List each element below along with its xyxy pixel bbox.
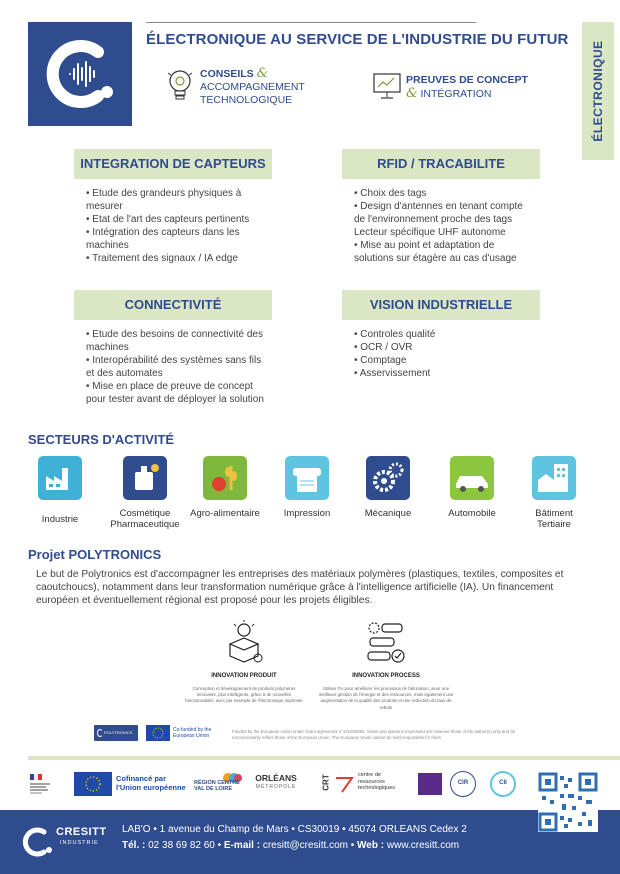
sector-label: Cosmétique <box>119 508 171 519</box>
feature-conseils-line3: TECHNOLOGIQUE <box>200 94 293 106</box>
list-item: • Interopérabilité des systèmes sans fils <box>86 355 262 366</box>
sector-batiment <box>518 456 590 530</box>
section-connectivite-list <box>86 328 264 406</box>
footer-brand: CRESITT <box>56 826 107 838</box>
crt-mark-icon <box>334 774 356 794</box>
wheat-icon <box>203 456 247 500</box>
list-item: • Asservissement <box>354 368 431 379</box>
sector-cosmetique <box>105 456 185 530</box>
list-item: • Etude des besoins de connectivité des <box>86 329 263 340</box>
list-item: machines <box>86 240 129 251</box>
side-tab <box>582 22 614 160</box>
innovation-process-title: INNOVATION PROCESS <box>352 673 420 679</box>
section-rfid-list <box>354 187 523 265</box>
feature-preuves-line2: INTÉGRATION <box>420 88 492 100</box>
innovation-produit-title: INNOVATION PRODUIT <box>211 673 277 679</box>
section-rfid-title: RFID / TRACABILITE <box>342 149 540 179</box>
feature-conseils <box>166 67 326 107</box>
box-idea-icon <box>224 620 264 664</box>
section-connectivite-title: CONNECTIVITÉ <box>74 290 272 320</box>
feature-preuves <box>372 70 542 106</box>
divider <box>28 756 620 760</box>
section-capteurs-title: INTEGRATION DE CAPTEURS <box>74 149 272 179</box>
afaq-logo <box>418 773 442 795</box>
list-item: pour tester avant de déployer la solution <box>86 394 264 405</box>
cosmetic-icon <box>123 456 167 500</box>
footer-contact <box>122 840 459 851</box>
list-item: de l'environnement proche des tags <box>354 214 513 225</box>
list-item: • OCR / OVR <box>354 342 413 353</box>
sectors-title: SECTEURS D'ACTIVITÉ <box>28 432 175 447</box>
footer-address: LAB'O • 1 avenue du Champ de Mars • CS30019 • 45074 ORLEANS Cedex 2 <box>122 824 467 835</box>
eu-disclaimer: Funded by the European Union under Grant agreement n°101083083. Views and opinions expressed are however those of the author(s) only and do not necessarily reflect those of the European Union. The European Union cannot be held responsible for them <box>232 729 516 740</box>
sector-label: Impression <box>283 508 331 519</box>
list-item: • Mise au point et adaptation de <box>354 240 495 251</box>
list-item: Lecteur spécifique UHF autonome <box>354 227 506 238</box>
list-item: • Design d'antennes en tenant compte <box>354 201 523 212</box>
eu-cofunded-label: Co-funded by the European Union <box>173 727 212 739</box>
sector-label: Industrie <box>41 514 79 525</box>
process-flow-icon <box>364 620 408 664</box>
cir-logo: CIR <box>450 771 476 797</box>
factory-icon <box>38 456 82 500</box>
orleans-logo: ORLÉANS MÉTROPOLE <box>255 773 297 790</box>
list-item: • Choix des tags <box>354 188 427 199</box>
feature-conseils-line1: CONSEILS <box>200 68 254 80</box>
list-item: • Intégration des capteurs dans les <box>86 227 240 238</box>
eu-flag-icon <box>146 725 170 741</box>
section-capteurs-list <box>86 187 249 265</box>
sector-label: Automobile <box>448 508 496 519</box>
feature-preuves-line1: PREUVES DE CONCEPT <box>406 74 528 86</box>
printer-icon <box>285 456 329 500</box>
list-item: • Comptage <box>354 355 407 366</box>
side-tab-label: ÉLECTRONIQUE <box>591 40 605 142</box>
project-title: Projet POLYTRONICS <box>28 547 162 562</box>
feature-preuves-text <box>406 74 528 101</box>
feature-conseils-line2: ACCOMPAGNEMENT <box>200 81 305 93</box>
crt-logo: CRT <box>321 774 331 791</box>
tel-label: Tél. : <box>122 840 146 851</box>
email-label: E-mail : <box>223 840 261 851</box>
sector-label: Agro-alimentaire <box>190 508 260 519</box>
top-rule <box>146 22 476 23</box>
innovation-process-desc: Utiliser l'IA pour améliorer les processus de fabrication, avoir une meilleure gestion de l'énergie et des ressources, mais également une augmentation de la qualité des produits et une réduction du taux de rebuts <box>318 686 454 710</box>
sector-label: Bâtiment <box>535 508 573 519</box>
innovation-produit <box>184 620 304 705</box>
list-item: mesurer <box>86 201 123 212</box>
email-value[interactable]: cresitt@cresitt.com • <box>260 840 358 851</box>
gears-icon <box>366 456 410 500</box>
republique-logo <box>28 772 58 798</box>
sector-label-2: Pharmaceutique <box>110 519 180 530</box>
lightbulb-gear-icon <box>166 67 194 105</box>
sector-industrie <box>24 456 96 525</box>
polytronics-logo: POLYTRONICS <box>94 725 138 741</box>
crt-text: centre de ressources technologiques <box>358 772 396 791</box>
section-vision-title: VISION INDUSTRIELLE <box>342 290 540 320</box>
sector-agro <box>184 456 266 519</box>
list-item: solutions sur étagère au cas d'usage <box>354 253 517 264</box>
list-item: • Traitement des signaux / IA edge <box>86 253 238 264</box>
cresitt-logo <box>28 22 132 126</box>
list-item: machines <box>86 342 129 353</box>
building-icon <box>532 456 576 500</box>
list-item: et des automates <box>86 368 163 379</box>
car-icon <box>450 456 494 500</box>
cresitt-footer-logo-icon <box>18 822 58 862</box>
section-vision-list <box>354 328 435 380</box>
monitor-chart-icon <box>372 70 402 102</box>
eu-flag-icon <box>74 772 112 796</box>
cii-logo: CII <box>490 771 516 797</box>
list-item: • Etude des grandeurs physiques à <box>86 188 242 199</box>
footer-brand-sub: INDUSTRIE <box>60 840 99 846</box>
tel-value: 02 38 69 82 60 • <box>145 840 224 851</box>
footer <box>0 810 620 874</box>
page-title: ÉLECTRONIQUE AU SERVICE DE L'INDUSTRIE DU FUTUR <box>146 31 569 48</box>
region-logo: RÉGION CENTRE VAL DE LOIRE <box>194 772 242 800</box>
list-item: • Controles qualité <box>354 329 436 340</box>
project-text: Le but de Polytronics est d'accompagner les entreprises des matériaux polymères (plastiques, textiles, composites et caoutchoucs), notamment dans leur transformation numérique grâce à l'intelligence artificielle (IA). Un financement européen et éventuellement régional est proposé pour les projets éligibles. <box>36 569 564 606</box>
innovation-produit-desc: Conception et développement de produits polymères innovants, plus intelligents, grâce à de nouvelles fonctionnalités, avec par exemple de l'électronique imprimée <box>185 686 303 704</box>
qr-code[interactable] <box>538 772 598 832</box>
list-item: • Mise en place de preuve de concept <box>86 381 253 392</box>
cofinance-label: Cofinancé par l'Union européenne <box>116 774 186 792</box>
web-label: Web : <box>357 840 385 851</box>
sector-impression <box>271 456 343 519</box>
sector-mecanique <box>352 456 424 519</box>
sector-automobile <box>436 456 508 519</box>
feature-conseils-amp: & <box>256 66 269 81</box>
feature-preuves-amp: & <box>406 86 418 101</box>
list-item: • Etat de l'art des capteurs pertinents <box>86 214 250 225</box>
feature-conseils-text <box>200 67 305 107</box>
innovation-process <box>316 620 456 711</box>
web-value[interactable]: www.cresitt.com <box>384 840 460 851</box>
sector-label-2: Tertiaire <box>537 519 571 530</box>
sector-label: Mécanique <box>364 508 412 519</box>
